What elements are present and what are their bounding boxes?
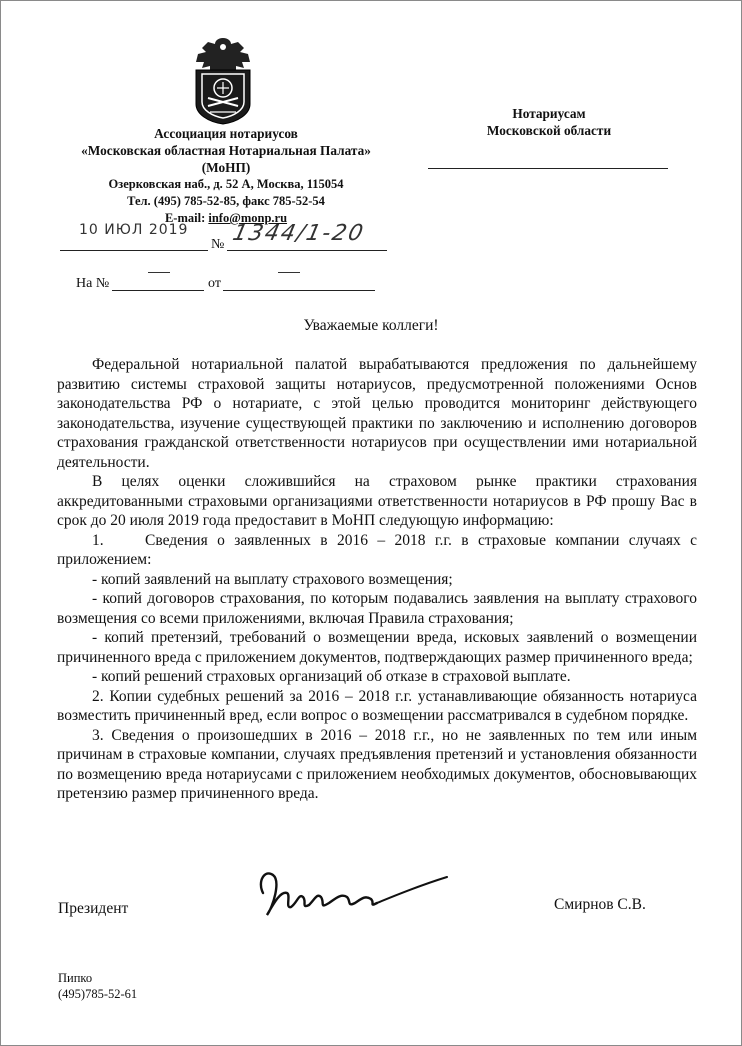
recipient-line1: Нотариусам xyxy=(512,106,586,121)
letter-body xyxy=(57,355,697,804)
paragraph: В целях оценки сложившийся на страховом рынке практики страхования аккредитованными страховыми организациями ответственности нотариусов в РФ прошу Вас в срок до 20 июля 2019 года предоставит в МоНП следующую информацию: xyxy=(57,473,697,529)
sub-item: - копий договоров страхования, по которым подавались заявления на выплату страхового возмещения со всеми приложениями, включая Правила страхования; xyxy=(57,590,697,627)
numbered-item: 3. Сведения о произошедших в 2016 – 2018 г.г., но не заявленных по тем или иным причинам в страховые компании, случаях предъявления претензий и установления обязанности по возмещению вреда нотариусами с приложением необходимых документов, обосновывающих претензию размер причиненного вреда. xyxy=(57,726,697,802)
signatory-position: Президент xyxy=(58,900,129,917)
item-text: Сведения о заявленных в 2016 – 2018 г.г. в страховые компании случаях с приложением: xyxy=(57,531,697,568)
signatory-name: Смирнов С.В. xyxy=(554,896,646,913)
reference-number-line xyxy=(112,290,204,291)
executor-name: Пипко xyxy=(58,971,93,985)
reference-dash xyxy=(148,272,170,273)
email-label: E-mail: xyxy=(164,211,206,225)
sub-item: - копий решений страховых организаций об отказе в страховой выплате. xyxy=(92,668,571,685)
item-number: 1. xyxy=(92,531,104,549)
org-name-line2: «Московская областная Нотариальная Палата» xyxy=(81,143,371,158)
organization-header xyxy=(61,125,391,227)
date-underline xyxy=(60,250,208,251)
number-underline xyxy=(227,250,387,251)
org-name-line1: Ассоциация нотариусов xyxy=(154,126,298,141)
sub-item: - копий заявлений на выплату страхового возмещения; xyxy=(92,570,453,588)
reference-date-label: от xyxy=(208,276,221,291)
greeting: Уважаемые коллеги! xyxy=(303,317,439,334)
recipient-block xyxy=(459,105,639,139)
org-address: Озерковская наб., д. 52 А, Москва, 115054 xyxy=(108,177,344,191)
date-stamp: 10 ИЮЛ 2019 xyxy=(79,222,189,238)
reference-number-label: На № xyxy=(76,276,110,291)
coat-of-arms-emblem xyxy=(188,34,258,126)
executor-contact xyxy=(58,970,137,1002)
org-abbreviation: (МоНП) xyxy=(201,160,251,175)
sub-item: - копий претензий, требований о возмещении вреда, исковых заявлений о возмещении причиненного вреда с приложением документов, подтверждающих размер причиненного вреда; xyxy=(57,629,697,666)
reference-date-line xyxy=(223,290,375,291)
recipient-underline xyxy=(428,168,668,169)
number-label: № xyxy=(211,237,225,252)
handwritten-signature xyxy=(251,863,451,925)
org-phones: Тел. (495) 785-52-85, факс 785-52-54 xyxy=(127,194,325,208)
reference-dash xyxy=(278,272,300,273)
numbered-item xyxy=(57,531,697,570)
recipient-line2: Московской области xyxy=(486,123,612,138)
executor-phone: (495)785-52-61 xyxy=(58,987,138,1001)
paragraph: Федеральной нотариальной палатой вырабатываются предложения по дальнейшему развитию системы страховой защиты нотариусов, предусмотренной положениями Основ законодательства РФ о нотариате, с этой целью проводится мониторинг действующего законодательства, изучение существующей практики по заключению и исполнению договоров страхования гражданской ответственности нотариусов при осуществлении ими нотариальной деятельности. xyxy=(57,356,697,471)
handwritten-number: 1344/1-20 xyxy=(230,221,368,246)
email-link[interactable]: info@monp.ru xyxy=(208,211,288,225)
numbered-item: 2. Копии судебных решений за 2016 – 2018 г.г. устанавливающие обязанность нотариуса возместить причиненный вред, если вопрос о возмещении рассматривался в судебном порядке. xyxy=(57,687,697,724)
